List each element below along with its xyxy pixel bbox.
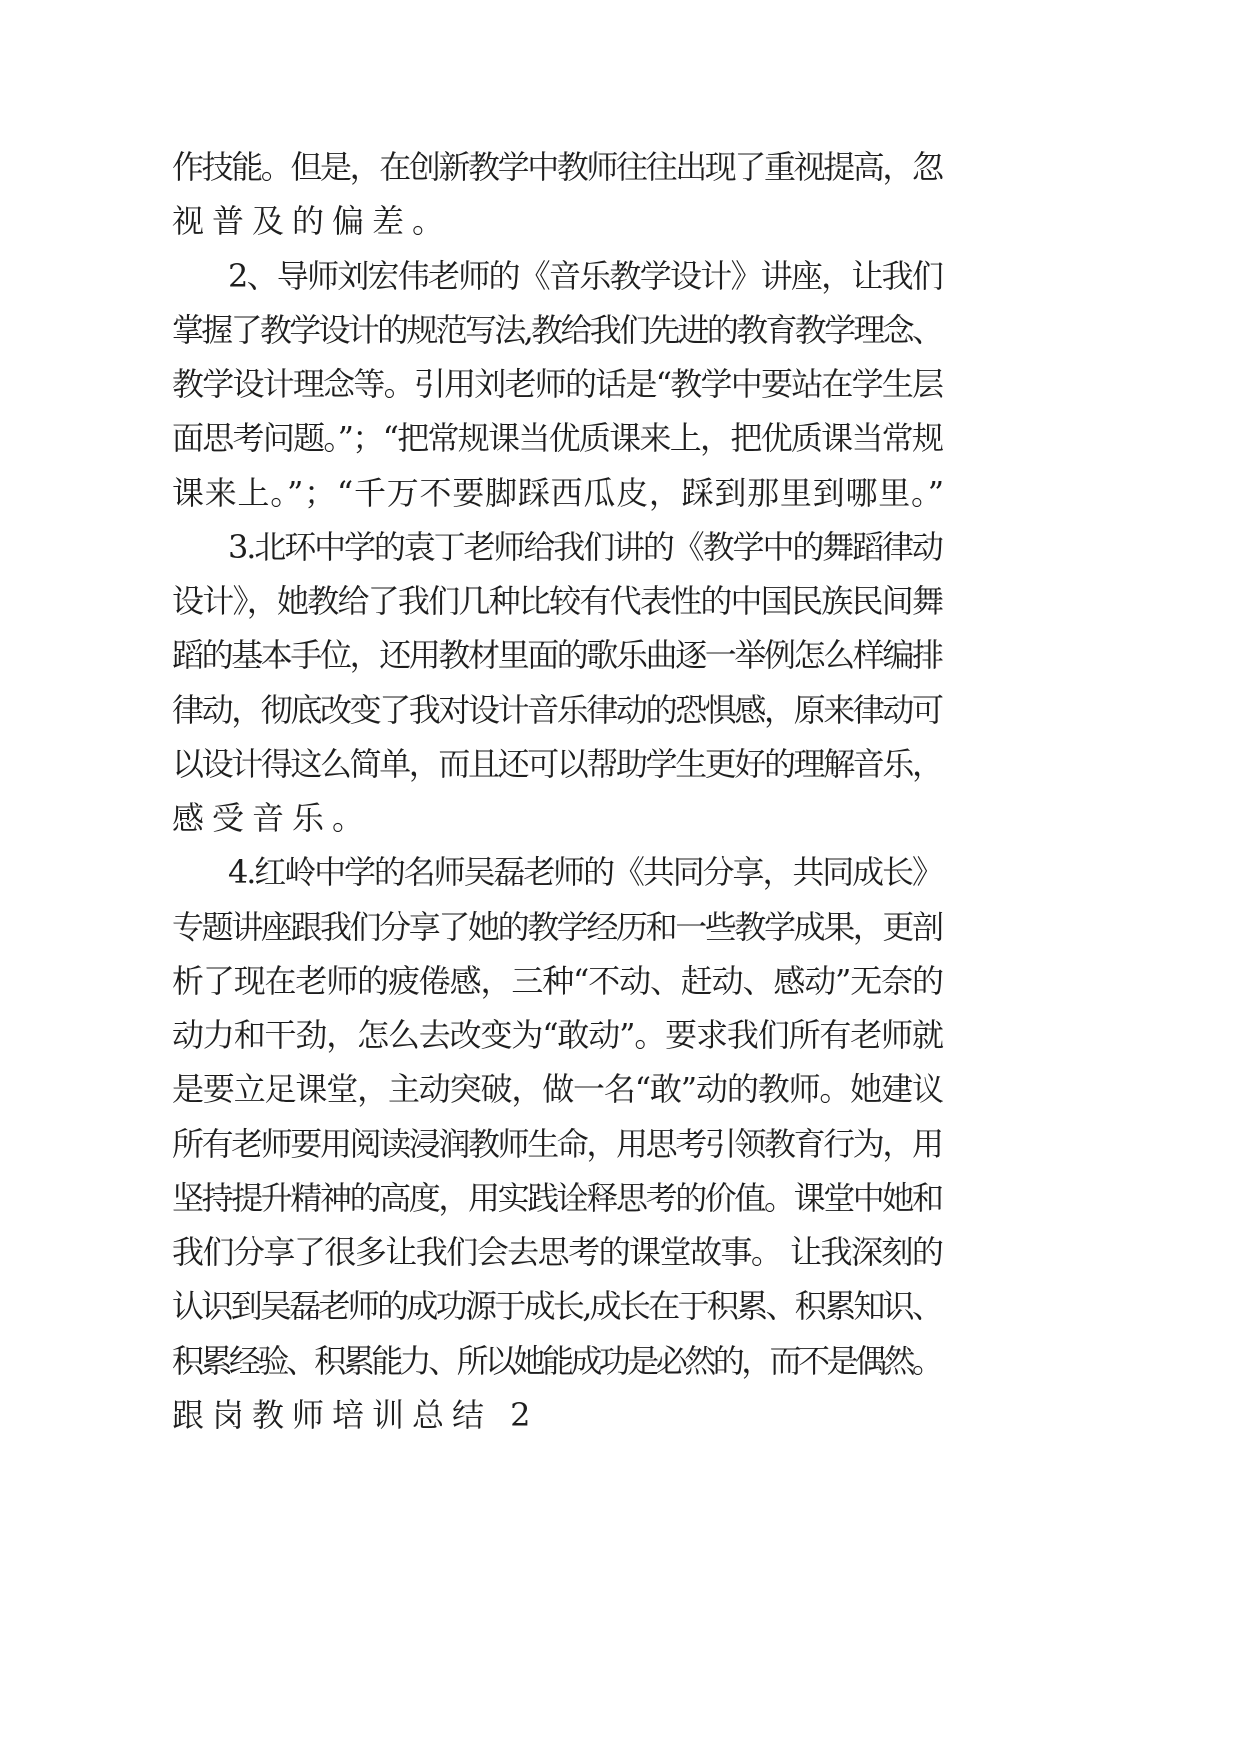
text-line: 析了现在老师的疲倦感，三种“不动、赶动、感动”无奈的 — [172, 962, 943, 1000]
text-line: 律动，彻底改变了我对设计音乐律动的恐惧感，原来律动可 — [172, 691, 942, 729]
text-line: 专题讲座跟我们分享了她的教学经历和一些教学成果，更剖 — [172, 908, 942, 946]
text-line: 设计》，她教给了我们几种比较有代表性的中国民族民间舞 — [172, 582, 943, 620]
text-line: 教学设计理念等。引用刘老师的话是“教学中要站在学生层 — [172, 365, 943, 403]
text-line: 蹈的基本手位，还用教材里面的歌乐曲逐一举例怎么样编排 — [172, 636, 942, 674]
text-line: 掌握了教学设计的规范写法,教给我们先进的教育教学理念、 — [172, 311, 942, 349]
text-line: 视普及的偏差。 — [172, 202, 453, 240]
text-line: 以设计得这么简单，而且还可以帮助学生更好的理解音乐， — [172, 745, 942, 783]
text-line: 感受音乐。 — [172, 799, 373, 837]
text-line: 面思考问题。”；“把常规课当优质课来上，把优质课当常规 — [172, 419, 943, 457]
text-line: 我们分享了很多让我们会去思考的课堂故事。 让我深刻的 — [172, 1233, 943, 1271]
text-line: 作技能。但是，在创新教学中教师往往出现了重视提高，忽 — [172, 148, 942, 186]
text-line: 3.北环中学的袁丁老师给我们讲的《教学中的舞蹈律动 — [228, 528, 942, 566]
text-line: 2、导师刘宏伟老师的《音乐教学设计》讲座，让我们 — [228, 257, 943, 295]
text-line: 是要立足课堂，主动突破，做一名“敢”动的教师。她建议 — [172, 1070, 943, 1108]
text-line: 所有老师要用阅读浸润教师生命，用思考引领教育行为，用 — [172, 1125, 942, 1163]
text-line: 动力和干劲，怎么去改变为“敢动”。要求我们所有老师就 — [172, 1016, 943, 1054]
text-line: 积累经验、积累能力、所以她能成功是必然的，而不是偶然。 — [172, 1342, 941, 1380]
text-line: 跟岗教师培训总结 2 — [172, 1396, 539, 1434]
text-line: 认识到吴磊老师的成功源于成长,成长在于积累、积累知识、 — [172, 1287, 942, 1325]
text-line: 课来上。”；“千万不要脚踩西瓜皮，踩到那里到哪里。” — [172, 474, 945, 512]
text-line: 坚持提升精神的高度，用实践诠释思考的价值。课堂中她和 — [172, 1179, 942, 1217]
text-line: 4.红岭中学的名师吴磊老师的《共同分享，共同成长》 — [228, 853, 942, 891]
